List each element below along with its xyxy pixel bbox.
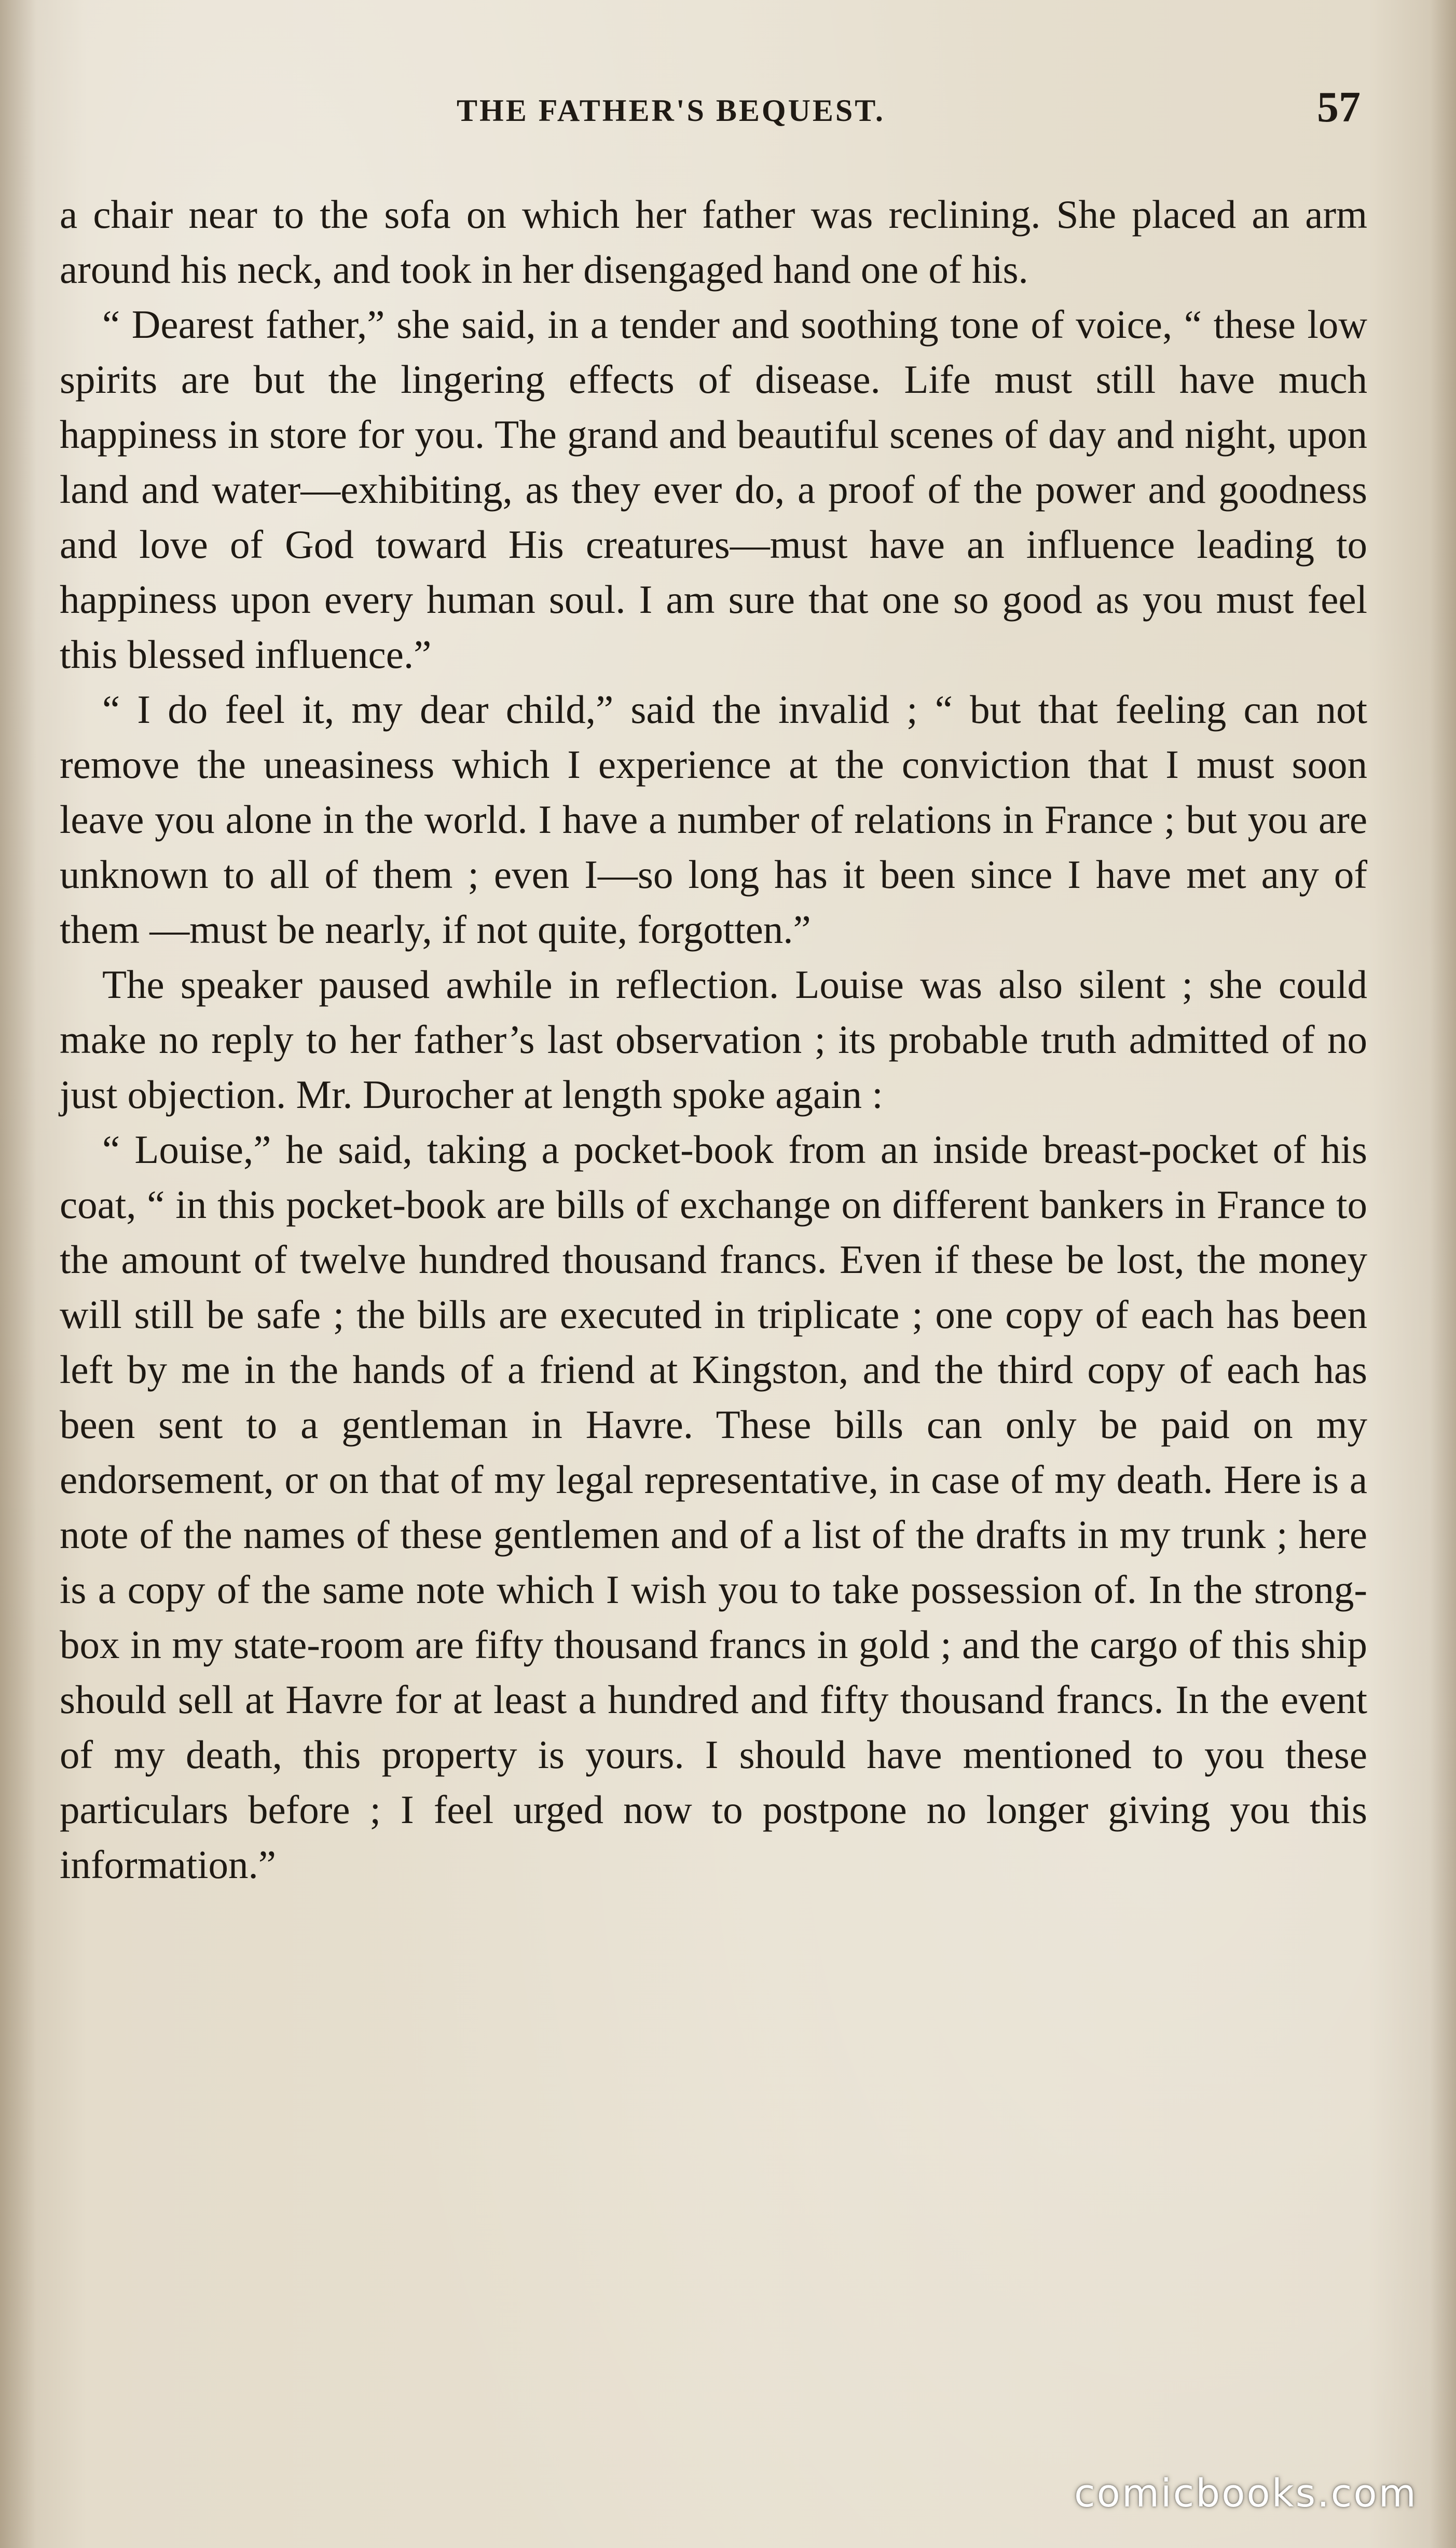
paragraph: The speaker paused awhile in reflection. Louise was also silent ; she could make no reply to her father’s last observation ; its probable truth admitted of no just objection. Mr. Durocher at length spoke again : bbox=[60, 962, 1367, 1117]
page-number: 57 bbox=[1317, 83, 1361, 131]
paragraph: “ I do feel it, my dear child,” said the invalid ; “ but that feeling can not remove the uneasiness which I experience at the conviction that I must soon leave you alone in the world. I have a number of relations in France ; but you are unknown to all of them ; even I—so long has it been since I have met any of them —must be nearly, if not quite, forgotten.” bbox=[60, 687, 1367, 952]
paragraph: “ Louise,” he said, taking a pocket-book from an inside breast-pocket of his coat, “ in this pocket-book are bills of exchange on different bankers in France to the amount of twelve hundred thousand francs. Even if these be lost, the money will still be safe ; the bills are executed in triplicate ; one copy of each has been left by me in the hands of a friend at Kingston, and the third copy of each has been sent to a gentleman in Havre. These bills can only be paid on my endorsement, or on that of my legal representative, in case of my death. Here is a note of the names of these gentlemen and of a list of the drafts in my trunk ; here is a copy of the same note which I wish you to take possession of. In the strong-box in my state-room are fifty thousand francs in gold ; and the cargo of this ship should sell at Havre for at least a hundred and fifty thousand francs. In the event of my death, this property is yours. I should have mentioned to you these particulars before ; I feel urged now to postpone no longer giving you this information.” bbox=[60, 1127, 1367, 1887]
paragraph: “ Dearest father,” she said, in a tender and soothing tone of voice, “ these low spirits are but the lingering effects of disease. Life must still have much happiness in store for you. The grand and beautiful scenes of day and night, upon land and water—exhibiting, as they ever do, a proof of the power and goodness and love of God toward His creatures—must have an influence leading to happiness upon every human soul. I am sure that one so good as you must feel this blessed influence.” bbox=[60, 302, 1367, 677]
watermark: comicbooks.com bbox=[1074, 2471, 1418, 2516]
paragraph: a chair near to the sofa on which her father was reclining. She placed an arm around his neck, and took in her disengaged hand one of his. bbox=[60, 192, 1367, 292]
body-text bbox=[60, 187, 1367, 1892]
running-head bbox=[0, 83, 1456, 134]
running-title: THE FATHER'S BEQUEST. bbox=[457, 93, 885, 128]
